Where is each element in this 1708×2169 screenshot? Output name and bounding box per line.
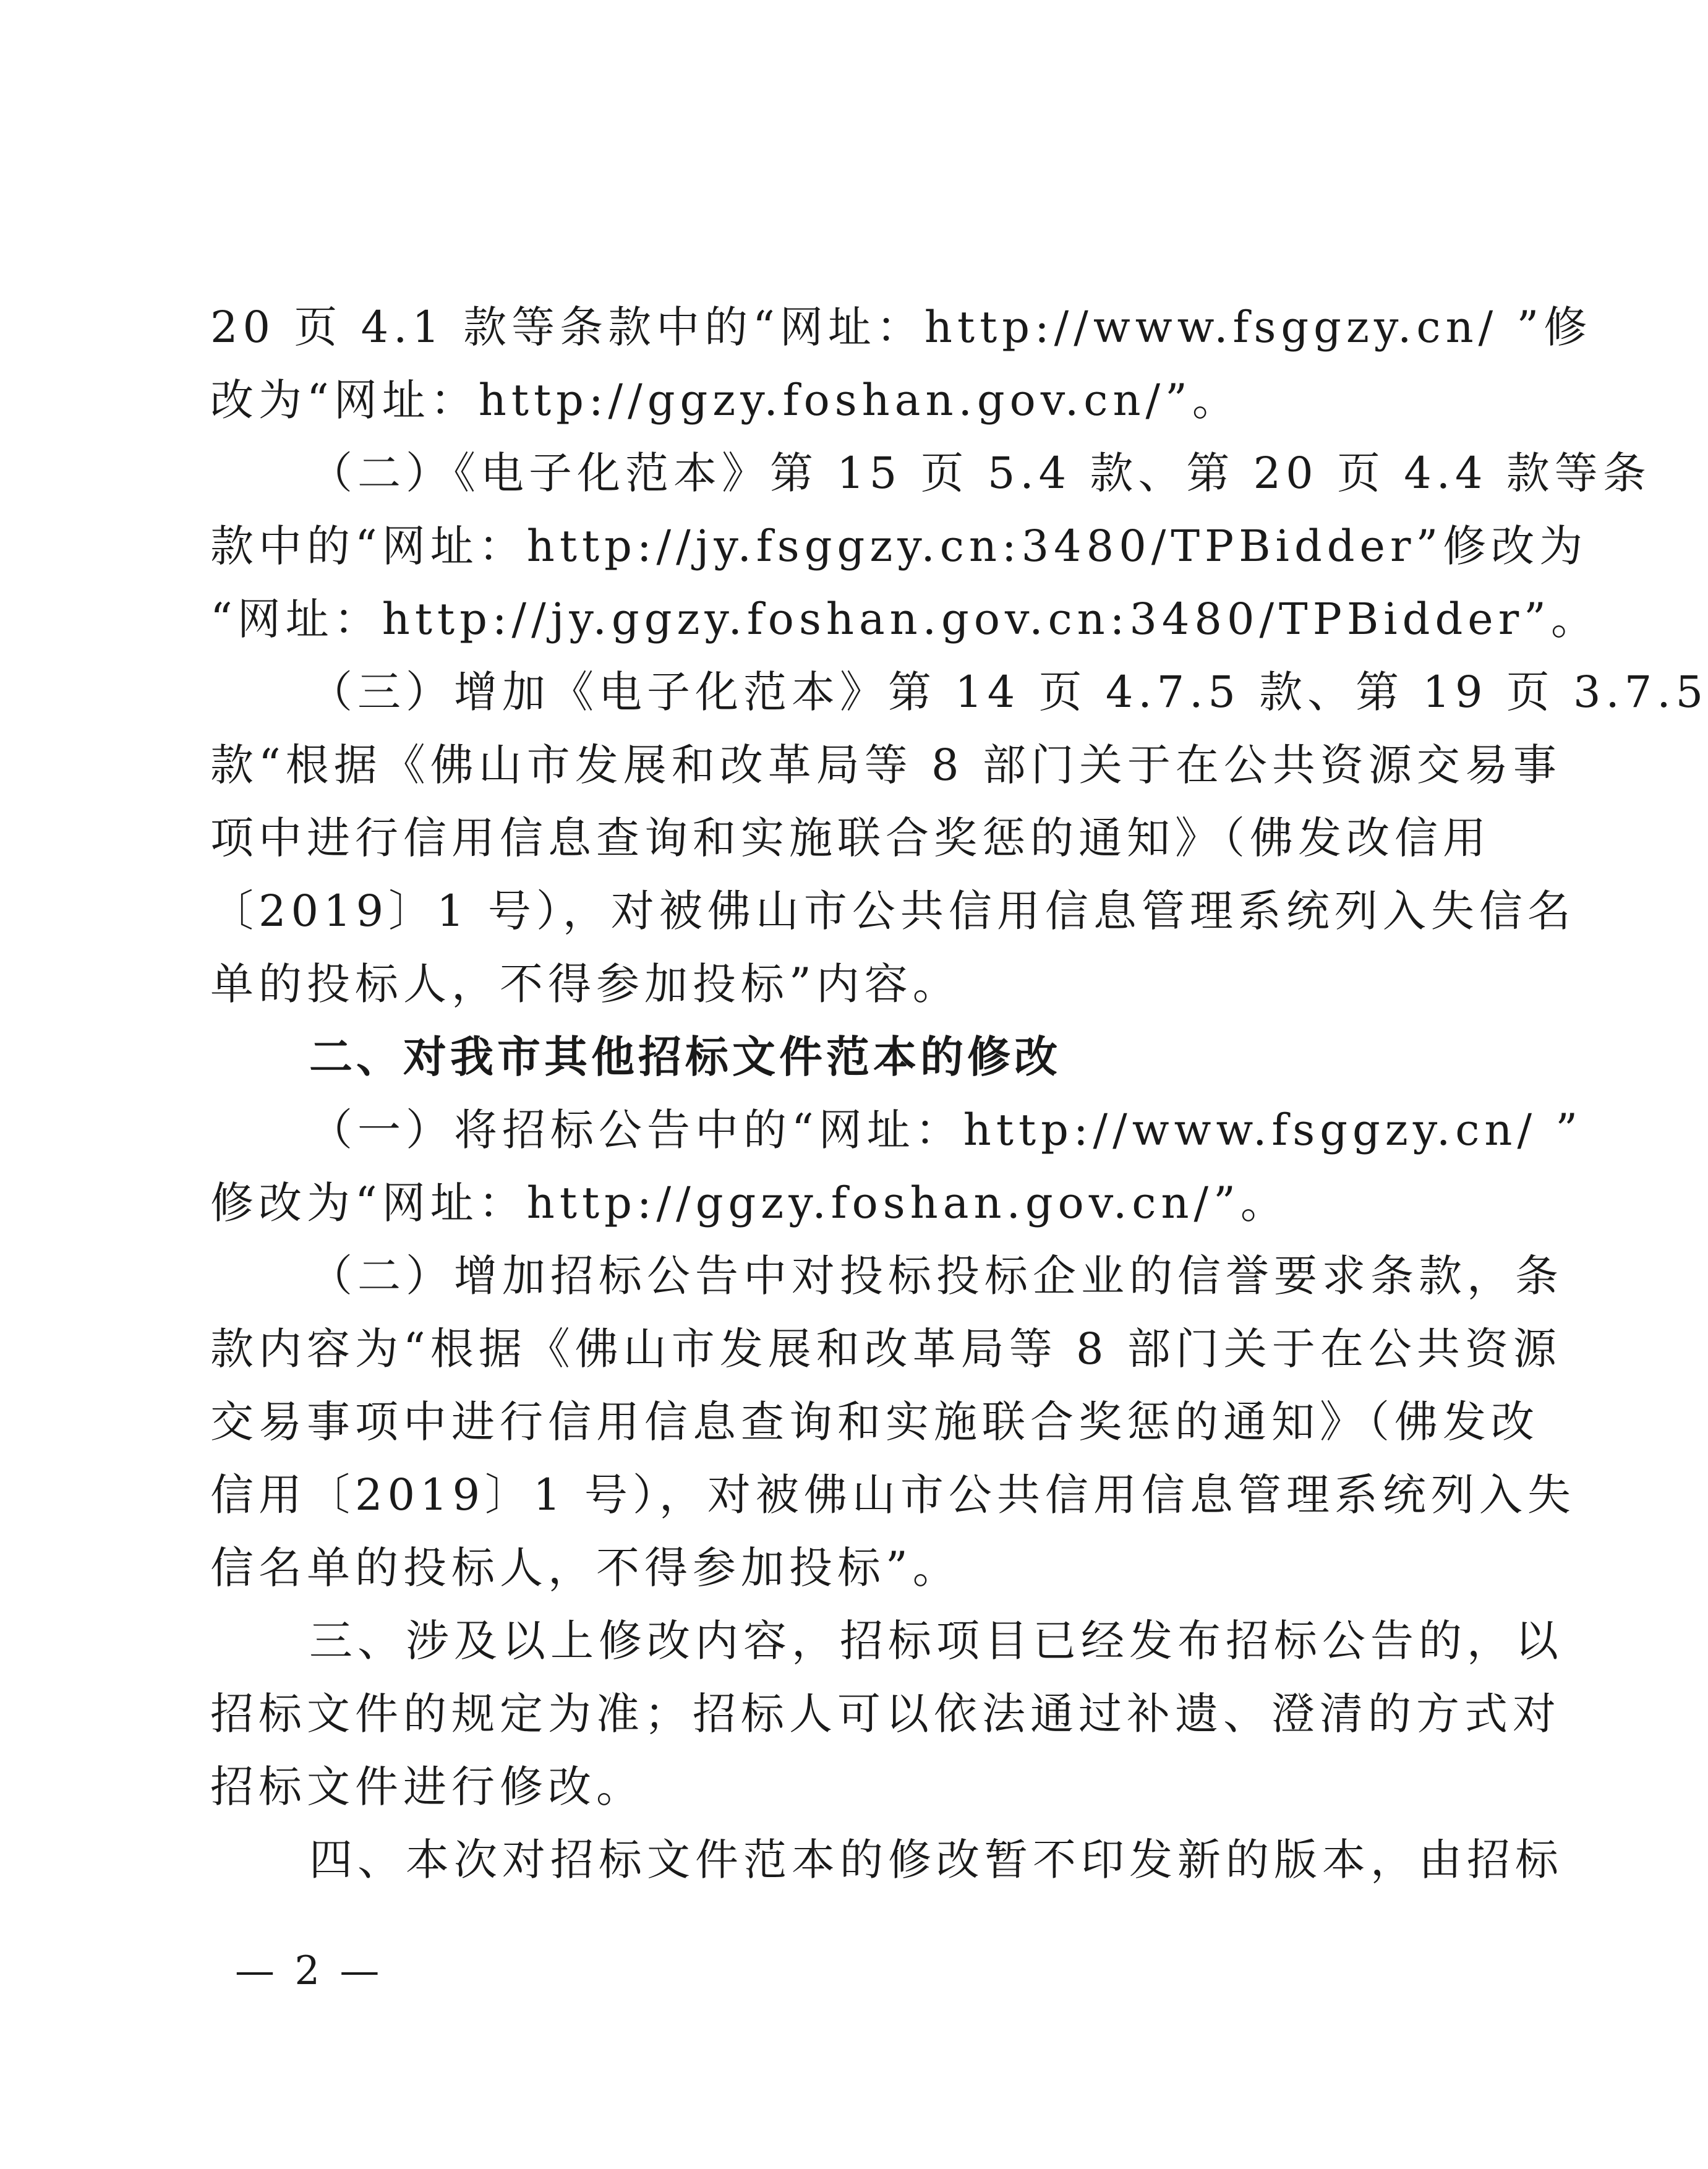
text-line: 项中进行信用信息查询和实施联合奖惩的通知》（佛发改信用	[210, 813, 1491, 863]
text-line: 单的投标人，不得参加投标”内容。	[210, 959, 961, 1009]
text-line: 款“根据《佛山市发展和改革局等 8 部门关于在公共资源交易事	[210, 740, 1561, 790]
text-line: 招标文件进行修改。	[210, 1761, 644, 1812]
text-line: 改为“网址：http://ggzy.foshan.gov.cn/”。	[210, 375, 1240, 426]
text-line: 款内容为“根据《佛山市发展和改革局等 8 部门关于在公共资源	[210, 1324, 1561, 1374]
text-line: 款中的“网址：http://jy.fsggzy.cn:3480/TPBidder”修改为	[210, 521, 1588, 571]
text-line: 信名单的投标人，不得参加投标”。	[210, 1542, 961, 1593]
text-line: 四、本次对招标文件范本的修改暂不印发新的版本，由招标	[309, 1834, 1563, 1885]
text-line: 信用〔2019〕1 号），对被佛山市公共信用信息管理系统列入失	[210, 1470, 1576, 1520]
text-line: 交易事项中进行信用信息查询和实施联合奖惩的通知》（佛发改	[210, 1397, 1539, 1447]
text-line: 20 页 4.1 款等条款中的“网址：http://www.fsggzy.cn/ ”修	[210, 302, 1592, 353]
text-line: （二）《电子化范本》第 15 页 5.4 款、第 20 页 4.4 款等条	[309, 448, 1651, 498]
body-text	[210, 291, 1708, 1896]
text-line: 三、涉及以上修改内容，招标项目已经发布招标公告的，以	[309, 1615, 1563, 1666]
text-line: 招标文件的规定为准；招标人可以依法通过补遗、澄清的方式对	[210, 1688, 1561, 1739]
text-line: （三）增加《电子化范本》第 14 页 4.7.5 款、第 19 页 3.7.5	[309, 667, 1708, 717]
text-line: 〔2019〕1 号），对被佛山市公共信用信息管理系统列入失信名	[210, 886, 1576, 936]
text-line: 修改为“网址：http://ggzy.foshan.gov.cn/”。	[210, 1178, 1289, 1228]
text-line: （一）将招标公告中的“网址：http://www.fsggzy.cn/ ”	[309, 1105, 1583, 1155]
section-heading: 二、对我市其他招标文件范本的修改	[309, 1032, 1061, 1082]
text-line: （二）增加招标公告中对投标投标企业的信誉要求条款，条	[309, 1251, 1563, 1301]
text-line: “网址：http://jy.ggzy.foshan.gov.cn:3480/TPBidder”。	[210, 594, 1599, 644]
page-number: — 2 —	[235, 1948, 383, 1994]
